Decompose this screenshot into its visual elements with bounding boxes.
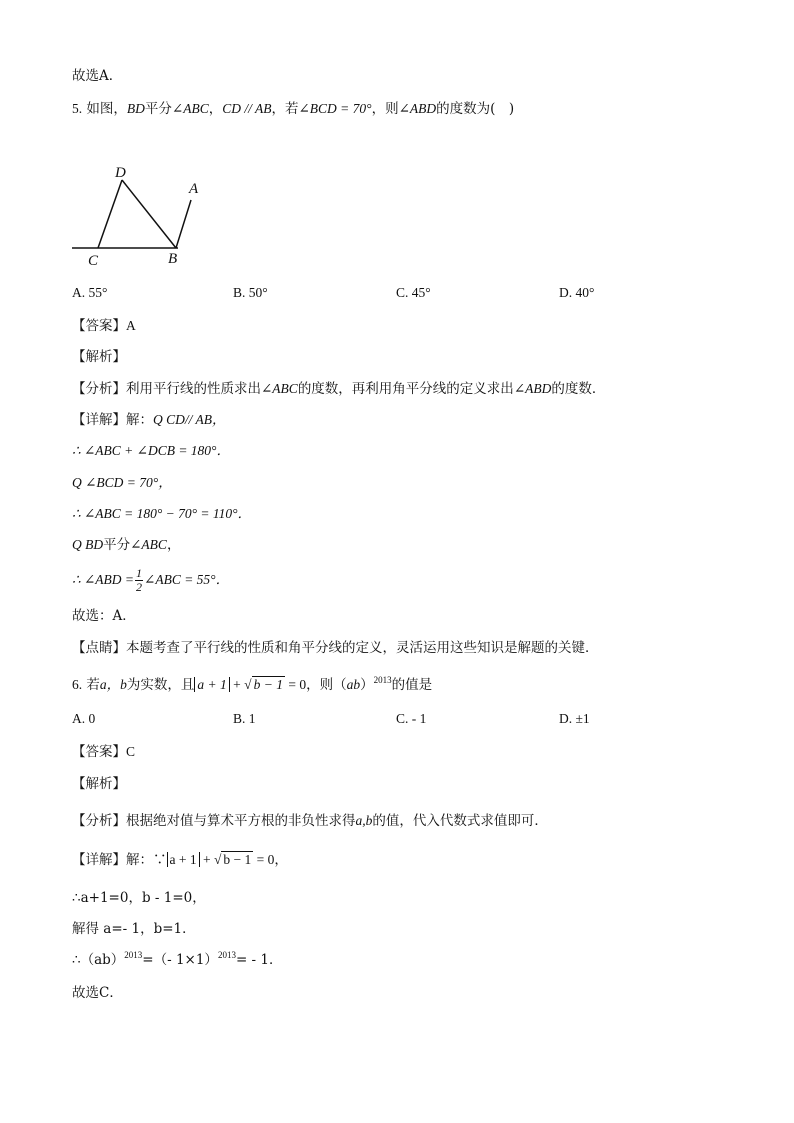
q5-comment-text: 本题考查了平行线的性质和角平分线的定义，灵活运用这些知识是解题的关键． <box>126 640 599 656</box>
q5-analysis-tag: 【解析】 <box>72 349 126 365</box>
q6-answer <box>72 742 135 762</box>
q6-sqrt: b − 1 <box>253 677 283 692</box>
q6-detail-lead: 解：∵ <box>126 852 167 868</box>
q6-analysis-tag: 【解析】 <box>72 776 126 792</box>
fraction-numerator: 1 <box>136 566 143 581</box>
q6-answer-tag: 【答案】 <box>72 744 126 760</box>
q5-angle-abc: ∠ABC <box>171 101 209 116</box>
q5-answer <box>72 316 136 336</box>
q5-step6-pre: ∴ ∠ABD = <box>72 572 135 587</box>
label-b: B <box>168 251 178 267</box>
q6-exp: 2013 <box>373 675 392 685</box>
q5-comment <box>72 638 599 658</box>
q5-fenxi-angle2: ∠ABD <box>513 381 552 396</box>
q5-step5-math: Q BD <box>72 537 104 552</box>
q6-detail-sqrt-sign: √ <box>213 852 222 867</box>
q6-step1: ∴a+1=0，b - 1=0， <box>72 890 206 906</box>
q5-step6 <box>72 566 229 594</box>
q6-stem <box>72 675 432 696</box>
q5-step2: ∴ ∠ABC + ∠DCB = 180°． <box>72 443 230 458</box>
q5-step5-angle: ∠ABC <box>130 537 167 552</box>
q6-detail-abs: a + 1 <box>167 852 200 867</box>
label-c: C <box>88 253 99 269</box>
label-d: D <box>115 165 126 181</box>
q6-step3-exp2: 2013 <box>217 950 236 960</box>
q6-stem-a: 若 <box>86 677 100 693</box>
q6-fenxi-vars: a,b <box>355 813 373 828</box>
q6-fenxi-b: 的值，代入代数式求值即可． <box>372 813 548 829</box>
q5-stem-a: 如图， <box>86 101 127 117</box>
q6-detail-tag: 【详解】 <box>72 852 126 868</box>
q5-number: 5. <box>72 101 83 116</box>
q5-answer-tag: 【答案】 <box>72 318 126 334</box>
label-a: A <box>189 181 199 197</box>
q6-step3 <box>72 950 282 971</box>
q6-sqrt-sign: √ <box>244 677 252 692</box>
q6-fenxi-tag: 【分析】 <box>72 813 126 829</box>
q5-step5-text: 平分 <box>103 537 131 553</box>
q5-fenxi-b: 的度数，再利用角平分线的定义求出 <box>297 381 514 397</box>
q4-conclusion: 故选A． <box>72 68 123 84</box>
q5-answer-value: A <box>126 318 136 333</box>
q5-detail-tag: 【详解】 <box>72 412 126 428</box>
q5-step5 <box>72 535 180 555</box>
q6-step3-a: ∴（ab） <box>72 952 125 968</box>
q6-stem-e: 的值是 <box>391 677 433 693</box>
q5-step1: Q CD// AB， <box>153 412 226 427</box>
q5-stem-b: 平分 <box>144 101 172 117</box>
q5-fenxi <box>72 379 605 399</box>
q5-option-b: B. 50° <box>233 285 268 300</box>
q6-detail-eq: = 0， <box>253 852 288 867</box>
segment-db <box>122 180 176 248</box>
q5-comment-tag: 【点睛】 <box>72 640 126 656</box>
q5-detail <box>72 410 226 430</box>
q6-vars: a，b <box>99 677 127 692</box>
q5-fenxi-c: 的度数． <box>551 381 606 397</box>
q5-detail-lead: 解： <box>126 412 153 428</box>
q6-number: 6. <box>72 677 83 692</box>
q5-stem-d: ，则 <box>371 101 399 117</box>
q6-step3-b: =（- 1×1） <box>142 952 218 968</box>
fraction-denominator: 2 <box>136 580 143 595</box>
q6-stem-d: ） <box>360 677 374 693</box>
q6-eq: = 0 <box>284 677 307 692</box>
q6-step2: 解得 a=- 1，b=1． <box>72 921 196 937</box>
q5-choose: 故选：A． <box>72 608 136 624</box>
q6-detail-plus: + <box>199 852 214 867</box>
q5-parallel: CD // AB <box>222 101 272 116</box>
q5-stem-c: ，若 <box>271 101 299 117</box>
q5-figure <box>62 158 222 270</box>
q6-detail <box>72 850 288 870</box>
q5-step6-post: ∠ABC = 55°． <box>144 572 230 587</box>
half-fraction <box>135 567 143 594</box>
q5-comma: ， <box>208 101 223 117</box>
q6-abs: a + 1 <box>194 677 229 692</box>
q6-fenxi-a: 根据绝对值与算术平方根的非负性求得 <box>126 813 356 829</box>
q6-step3-c: = - 1． <box>235 952 283 968</box>
q6-stem-c: ，则（ <box>306 677 347 693</box>
q6-plus: + <box>229 677 245 692</box>
q6-fenxi <box>72 811 548 831</box>
q6-answer-value: C <box>126 744 136 759</box>
q6-stem-b: 为实数，且 <box>126 677 195 693</box>
q5-option-d: D. 40° <box>559 285 595 300</box>
q6-option-b: B. 1 <box>233 711 256 726</box>
q5-option-c: C. 45° <box>396 285 431 300</box>
q6-step3-exp1: 2013 <box>124 950 143 960</box>
q6-option-a: A. 0 <box>72 711 96 726</box>
q5-bd: BD <box>126 101 145 116</box>
q5-fenxi-tag: 【分析】 <box>72 381 126 397</box>
q5-stem-e: 的度数为( ) <box>436 101 515 117</box>
q6-ab: ab <box>346 677 361 692</box>
q5-fenxi-a: 利用平行线的性质求出 <box>126 381 261 397</box>
q5-step5-end: ， <box>166 537 181 553</box>
q5-step3: Q ∠BCD = 70°， <box>72 475 172 490</box>
q5-angle-abd: ∠ABD <box>398 101 437 116</box>
q6-option-d: D. ±1 <box>559 711 590 726</box>
q5-fenxi-angle1: ∠ABC <box>261 381 298 396</box>
segment-ba <box>176 200 191 248</box>
q5-stem <box>72 99 514 119</box>
segment-cd <box>98 180 122 248</box>
q5-option-a: A. 55° <box>72 285 108 300</box>
q6-detail-sqrt: b − 1 <box>223 852 252 867</box>
q6-option-c: C. - 1 <box>396 711 427 726</box>
q5-step4: ∴ ∠ABC = 180° − 70° = 110°． <box>72 506 252 521</box>
q6-choose: 故选C． <box>72 985 123 1001</box>
q5-given: ∠BCD = 70° <box>298 101 372 116</box>
